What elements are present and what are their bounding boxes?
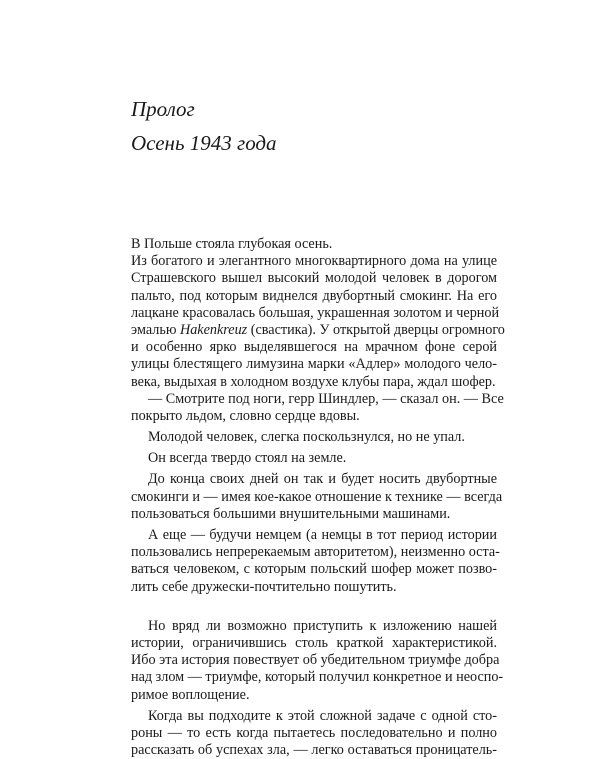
text-line: истории, ограничившись столь краткой характеристикой. xyxy=(131,634,497,651)
text-line: пользовались непререкаемым авторитетом), неизменно оста- xyxy=(131,544,500,561)
text-line: Но вряд ли возможно приступить к изложению нашей xyxy=(148,617,497,634)
text-line: и особенно ярко выделявшегося на мрачном фоне серой xyxy=(131,339,497,356)
text-line: лацкане красовалась большая, украшенная золотом и черной xyxy=(131,304,500,321)
text-line: над злом — триумфе, который получил конкретное и неоспо- xyxy=(131,669,504,686)
text-line: В Польше стояла глубокая осень. xyxy=(131,236,333,252)
text-line: Страшевского вышел высокий молодой человек в дорогом xyxy=(131,270,497,287)
text-line: Когда вы подходите к этой сложной задаче с одной сто- xyxy=(148,707,497,724)
text-line: пальто, под которым виднелся двубортный смокинг. На его xyxy=(131,287,497,304)
text-line: Ибо эта история повествует об убедительном триумфе добра xyxy=(131,652,500,669)
text-line: рассказать об успехах зла, — легко оставаться проницатель- xyxy=(131,742,497,759)
text-line xyxy=(131,321,505,339)
text-fragment: (свастика). У открытой дверцы огромного xyxy=(247,321,505,338)
text-line: ваться человеком, с которым польский шофер может позво- xyxy=(131,561,497,578)
text-line: Он всегда твердо стоял на земле. xyxy=(148,450,347,467)
text-line: лить себе дружески-почтительно пошутить. xyxy=(131,578,397,595)
text-line: роны — то есть когда пытаетесь последовательно и полно xyxy=(131,724,497,741)
chapter-title: Пролог xyxy=(131,97,195,121)
chapter-subtitle: Осень 1943 года xyxy=(131,131,277,155)
text-line: улицы блестящего лимузина марки «Адлер» молодого чело- xyxy=(131,356,497,373)
text-line: века, выдыхая в холодном воздухе клубы пара, ждал шофер. xyxy=(131,373,496,390)
text-line: А еще — будучи немцем (а немцы в тот период истории xyxy=(148,527,497,543)
body-text xyxy=(131,236,505,759)
text-line: — Смотрите под ноги, герр Шиндлер, — сказал он. — Все xyxy=(148,390,504,407)
text-line: До конца своих дней он так и будет носить двубортные xyxy=(148,471,497,488)
text-line: Из богатого и элегантного многоквартирного дома на улице xyxy=(131,253,497,270)
text-line: Молодой человек, слегка поскользнулся, но не упал. xyxy=(148,429,465,446)
text-line: покрыто льдом, словно сердце вдовы. xyxy=(131,407,360,424)
text-fragment: эмалью xyxy=(131,321,180,338)
text-line: римое воплощение. xyxy=(131,686,250,703)
text-line: пользоваться большими внушительными машинами. xyxy=(131,505,451,522)
text-line: смокинги и — имея кое-какое отношение к технике — всегда xyxy=(131,488,503,505)
italic-term: Hakenkreuz xyxy=(179,321,248,338)
